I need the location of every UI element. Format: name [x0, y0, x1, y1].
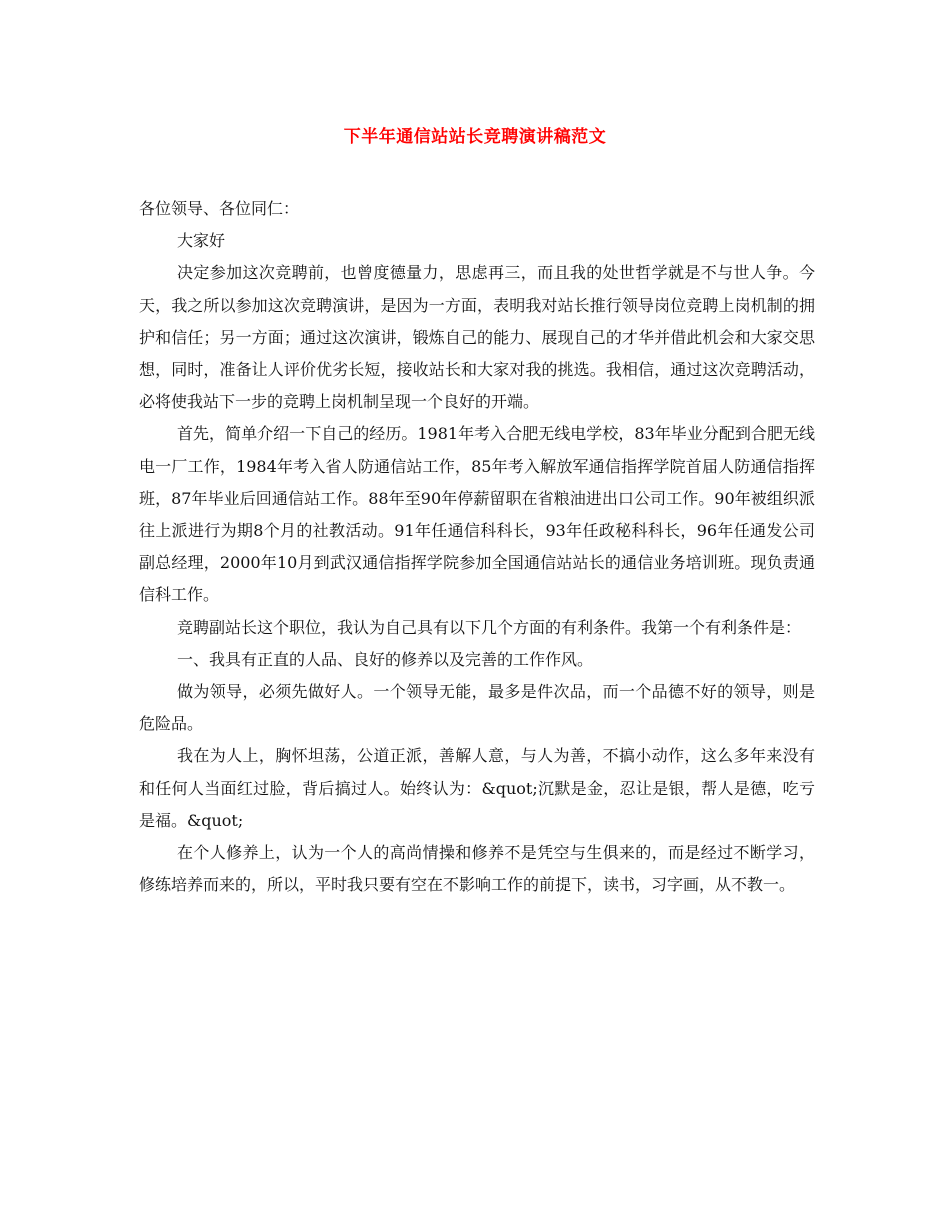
document-body [139, 193, 815, 901]
paragraph: 在个人修养上，认为一个人的高尚情操和修养不是凭空与生俱来的，而是经过不断学习，修练培养而来的，所以，平时我只要有空在不影响工作的前提下，读书，习字画，从不教一。 [139, 843, 815, 895]
greeting: 各位领导、各位同仁： [139, 199, 300, 218]
paragraph: 做为领导，必须先做好人。一个领导无能，最多是件次品，而一个品德不好的领导，则是危险品。 [139, 682, 815, 734]
document-title: 下半年通信站站长竞聘演讲稿范文 [343, 127, 607, 147]
paragraph: 竞聘副站长这个职位，我认为自己具有以下几个方面的有利条件。我第一个有利条件是： [177, 617, 802, 637]
paragraph: 决定参加这次竞聘前，也曾度德量力，思虑再三，而且我的处世哲学就是不与世人争。今天，我之所以参加这次竞聘演讲，是因为一方面，表明我对站长推行领导岗位竞聘上岗机制的拥护和信任；另一方面；通过这次演讲，锻炼自己的能力、展现自己的才华并借此机会和大家交思想，同时，准备让人评价优劣长短，接收站长和大家对我的挑选。我相信，通过这次竞聘活动，必将使我站下一步的竞聘上岗机制呈现一个良好的开端。 [139, 263, 815, 412]
section-heading: 一、我具有正直的人品、良好的修养以及完善的工作作风。 [177, 649, 594, 669]
paragraph: 我在为人上，胸怀坦荡，公道正派，善解人意，与人为善，不搞小动作，这么多年来没有和任何人当面红过脸，背后搞过人。始终认为：&quot;沉默是金，忍让是银，帮人是德，吃亏是福。&quot; [139, 746, 815, 830]
paragraph: 首先，简单介绍一下自己的经历。1981年考入合肥无线电学校，83年毕业分配到合肥无线电一厂工作，1984年考入省人防通信站工作，85年考入解放军通信指挥学院首届人防通信指挥班，87年毕业后回通信站工作。88年至90年停薪留职在省粮油进出口公司工作。90年被组织派往上派进行为期8个月的社教活动。91年任通信科科长，93年任政秘科科长，96年任通发公司副总经理，2000年10月到武汉通信指挥学院参加全国通信站站长的通信业务培训班。现负责通信科工作。 [139, 424, 815, 605]
paragraph: 大家好 [177, 231, 226, 251]
